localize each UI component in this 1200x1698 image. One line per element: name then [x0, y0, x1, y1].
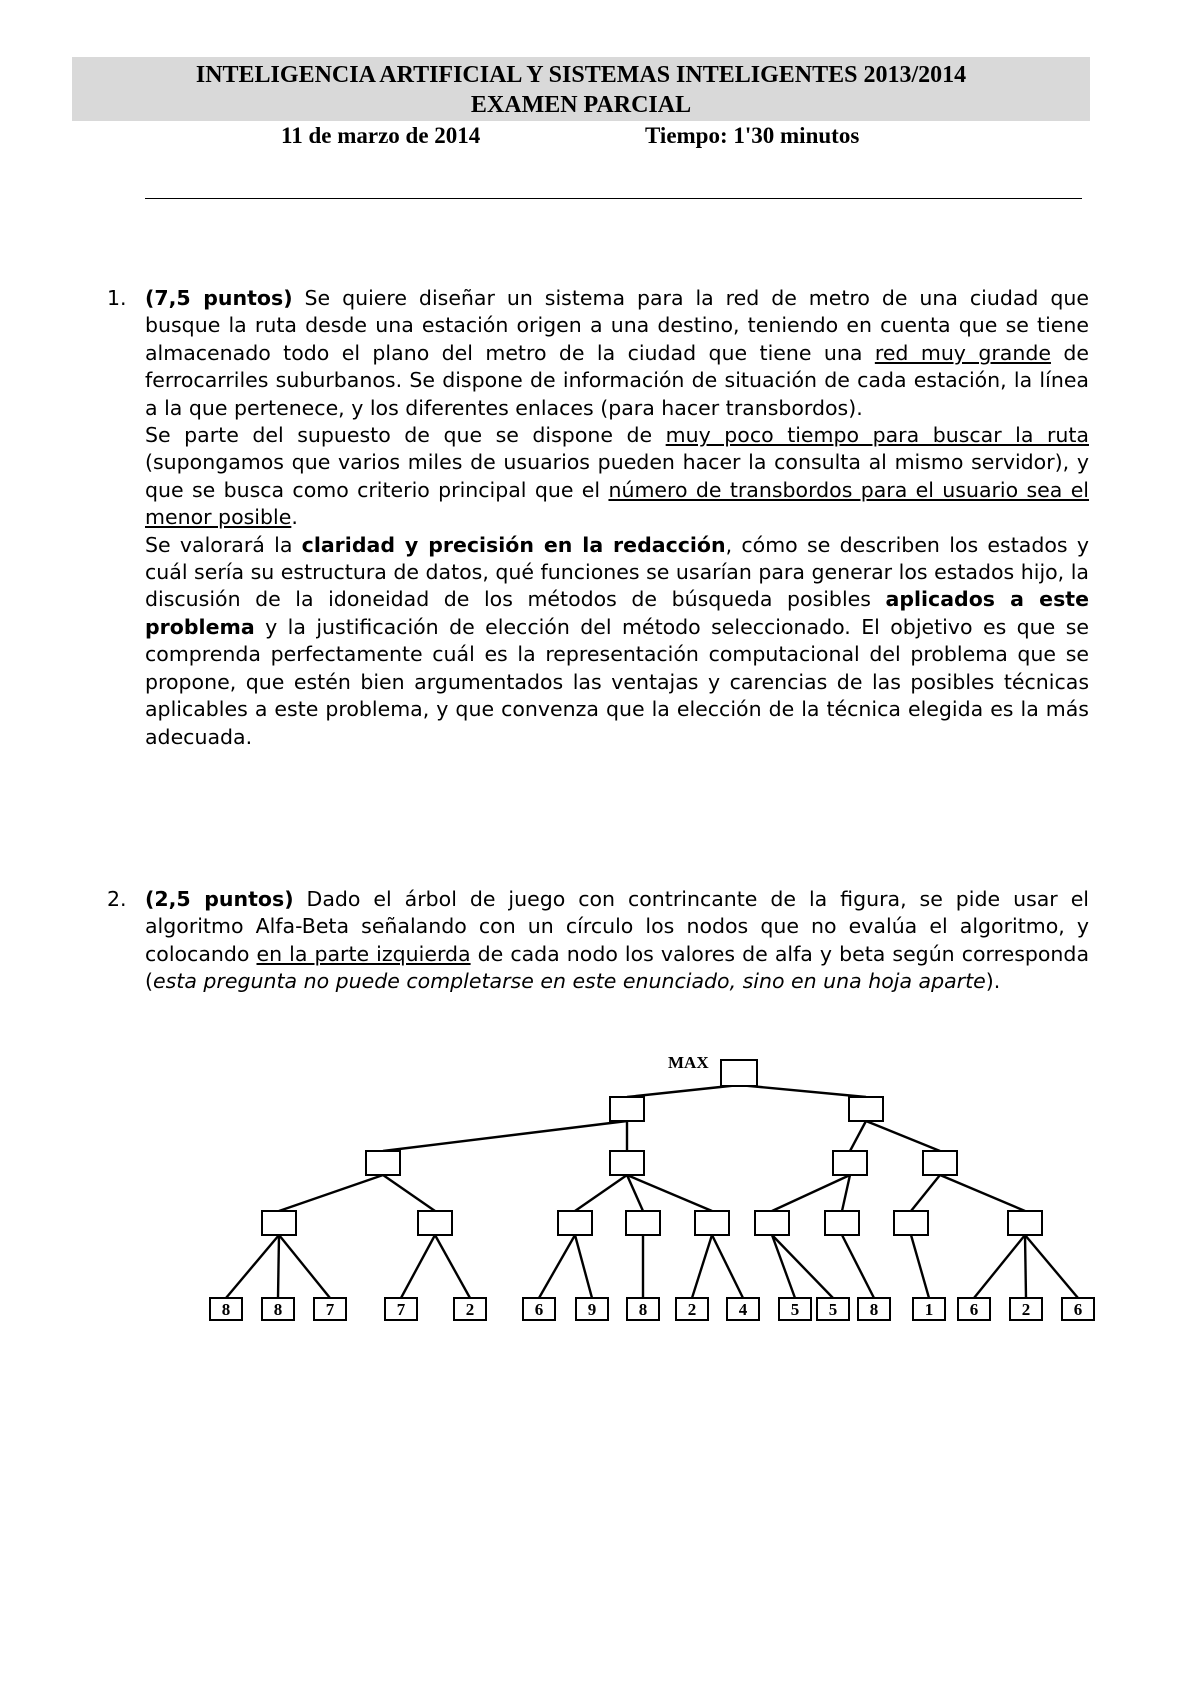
tree-leaf-value: 9: [587, 1300, 597, 1319]
tree-edge: [772, 1235, 795, 1298]
q2-text: ).: [985, 969, 1001, 994]
q1-text: , cómo se describen los estados y cuál sería su estructura de datos, qué funciones se usarían para generar los estados hijo, la discusión de la idoneidad de los métodos de búsqueda posibles: [145, 532, 1089, 612]
tree-node: [825, 1211, 859, 1235]
tree-node: [626, 1211, 660, 1235]
tree-leaf-value: 2: [465, 1300, 475, 1319]
tree-node: [923, 1151, 957, 1175]
tree-edge: [772, 1175, 850, 1211]
tree-node: [366, 1151, 400, 1175]
tree-leaf-value: 4: [738, 1300, 748, 1319]
q2-underlined: en la parte izquierda: [256, 941, 471, 966]
tree-node: [849, 1097, 883, 1121]
tree-edge: [940, 1175, 1025, 1211]
tree-node: [695, 1211, 729, 1235]
max-label: MAX: [668, 1053, 709, 1072]
tree-node: [833, 1151, 867, 1175]
tree-edge: [692, 1235, 712, 1298]
tree-leaf-value: 6: [969, 1300, 979, 1319]
tree-leaf-value: 5: [790, 1300, 800, 1319]
q2-italic: esta pregunta no puede completarse en este enunciado, sino en una hoja aparte: [153, 969, 986, 994]
tree-leaf-value: 5: [828, 1300, 838, 1319]
tree-edge: [575, 1235, 592, 1298]
q1-text: Se quiere diseñar un sistema para la red de metro de una ciudad que busque la ruta desde una estación origen a una destino, teniendo en cuenta que se tiene almacenado todo el plano del metro de la ciudad que tiene una: [145, 286, 1090, 365]
tree-leaf-value: 8: [273, 1300, 283, 1319]
tree-leaf-value: 2: [1021, 1300, 1031, 1319]
tree-leaf-value: 7: [396, 1300, 406, 1319]
tree-node: [894, 1211, 928, 1235]
tree-node: [755, 1211, 789, 1235]
q1-text: Se parte del supuesto de que se dispone de: [145, 423, 666, 448]
tree-edge: [279, 1175, 383, 1211]
q1-text: de ferrocarriles suburbanos. Se dispone de información de situación de cada estación, la línea a la que pertenece, y los diferentes enlaces (para hacer transbordos).: [145, 340, 1089, 420]
tree-edge: [435, 1235, 470, 1298]
tree-edge: [712, 1235, 743, 1298]
tree-root-node: [721, 1060, 757, 1086]
tree-node: [1008, 1211, 1042, 1235]
question-1-points: (7,5 puntos): [145, 286, 293, 310]
tree-node: [262, 1211, 296, 1235]
question-2-number: 2.: [107, 887, 127, 911]
q1-text: Se valorará la: [145, 532, 302, 557]
tree-edge: [974, 1235, 1025, 1298]
q2-text: Dado el árbol de juego con contrincante de la figura, se pide usar el algoritmo Alfa-Beta señalando con un círculo los nodos que no evalúa el algoritmo, y colocando: [145, 887, 1089, 966]
tree-node: [610, 1097, 644, 1121]
exam-date: 11 de marzo de 2014: [281, 123, 481, 148]
tree-edge: [383, 1175, 435, 1211]
q1-text: (supongamos que varios miles de usuarios pueden hacer la consulta al mismo servidor), y que se busca como criterio principal que el: [145, 450, 1089, 502]
exam-subtitle: EXAMEN PARCIAL: [470, 92, 692, 118]
q2-text: de cada nodo los valores de alfa y beta según corresponda (: [145, 941, 1090, 994]
q1-bold: claridad y precisión en la redacción: [301, 532, 726, 557]
tree-edge: [226, 1235, 279, 1298]
tree-edge: [842, 1175, 850, 1211]
tree-leaf-value: 8: [221, 1300, 231, 1319]
tree-edge: [278, 1235, 279, 1298]
tree-edge: [772, 1235, 833, 1298]
exam-title: INTELIGENCIA ARTIFICIAL Y SISTEMAS INTELIGENTES 2013/2014: [195, 62, 967, 88]
tree-leaf-value: 7: [325, 1300, 335, 1319]
tree-leaf-value: 8: [638, 1300, 648, 1319]
tree-node: [558, 1211, 592, 1235]
tree-edge: [279, 1235, 330, 1298]
tree-edge: [842, 1235, 874, 1298]
tree-edge: [911, 1235, 929, 1298]
q1-underlined: muy poco tiempo para buscar la ruta: [665, 423, 1089, 448]
tree-leaf-value: 6: [534, 1300, 544, 1319]
q1-text: y la justificación de elección del método seleccionado. El objetivo es que se comprenda perfectamente cuál es la representación computacional del problema que se propone, que estén bien argumentados las ventajas y carencias de las posibles técnicas aplicables a este problema, y que convenza que la elección de la técnica elegida es la más adecuada.: [145, 614, 1089, 749]
tree-edge: [739, 1085, 866, 1097]
tree-leaf-value: 8: [869, 1300, 879, 1319]
q1-bold: aplicados a este problema: [145, 587, 1089, 639]
tree-leaf-value: 6: [1073, 1300, 1083, 1319]
question-1-number: 1.: [107, 286, 127, 310]
tree-leaf-value: 2: [687, 1300, 697, 1319]
tree-edge: [850, 1121, 866, 1151]
q1-text: .: [291, 505, 298, 530]
q1-underlined: número de transbordos para el usuario sea el menor posible: [145, 477, 1090, 530]
tree-edge: [575, 1175, 627, 1211]
tree-edge: [1025, 1235, 1078, 1298]
question-2-points: (2,5 puntos): [145, 887, 294, 911]
tree-leaf-value: 1: [924, 1300, 934, 1319]
tree-edge: [539, 1235, 575, 1298]
tree-edge: [401, 1235, 435, 1298]
tree-node: [610, 1151, 644, 1175]
exam-time: Tiempo: 1'30 minutos: [645, 123, 860, 148]
q1-underlined: red muy grande: [874, 340, 1051, 365]
tree-edge: [911, 1175, 940, 1211]
tree-edge: [866, 1121, 940, 1151]
tree-edge: [383, 1121, 627, 1151]
tree-edge: [1025, 1235, 1026, 1298]
tree-node: [418, 1211, 452, 1235]
